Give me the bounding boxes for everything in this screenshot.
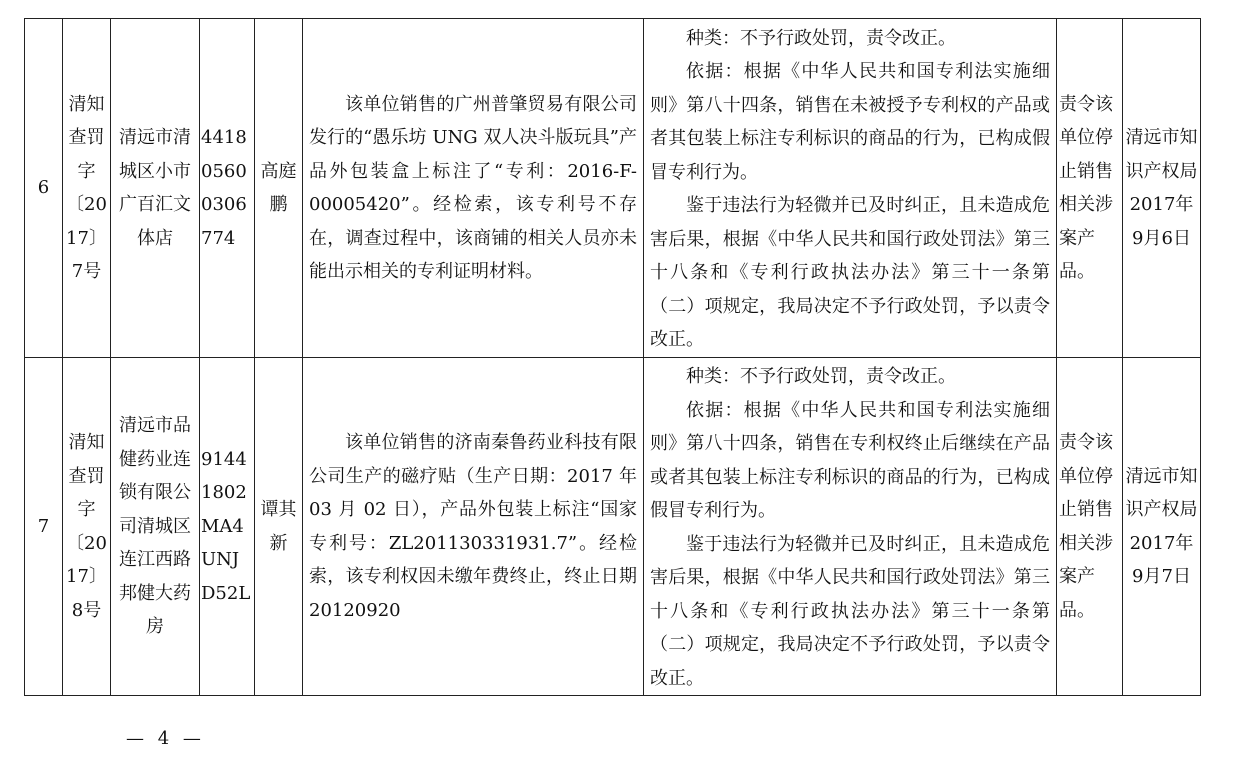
- penalty-decision: 鉴于违法行为轻微并已及时纠正，且未造成危害后果，根据《中华人民共和国行政处罚法》第三十八条和《专利行政执法办法》第三十一条第（二）项规定，我局决定不予行政处罚，予以责令改正。: [650, 195, 1050, 350]
- table-row: [25, 358, 1201, 696]
- measure-cell: 责令该单位停止销售相关涉案产品。: [1057, 358, 1123, 696]
- legal-rep-cell: 高庭鹏: [255, 19, 303, 358]
- legal-rep-cell: 谭其新: [255, 358, 303, 696]
- penalty-law: 依据：根据《中华人民共和国专利法实施细则》第八十四条，销售在专利权终止后继续在产品或者其包装上标注专利标识的商品的行为，已构成假冒专利行为。: [650, 399, 1050, 521]
- penalty-type: 种类：不予行政处罚，责令改正。: [686, 366, 956, 387]
- credit-code-cell: 91441802MA4UNJD52L: [200, 358, 255, 696]
- measure-cell: 责令该单位停止销售相关涉案产品。: [1057, 19, 1123, 358]
- basis-cell: [644, 358, 1057, 696]
- basis-cell: [644, 19, 1057, 358]
- credit-code-cell: 441805600306774: [200, 19, 255, 358]
- doc-no-cell: 清知查罚字〔2017〕7号: [63, 19, 111, 358]
- party-cell: 清远市品健药业连锁有限公司清城区连江西路邦健大药房: [111, 358, 200, 696]
- page-number: — 4 —: [126, 728, 205, 749]
- penalty-type: 种类：不予行政处罚，责令改正。: [686, 27, 956, 49]
- seq-cell: 7: [25, 358, 63, 696]
- facts-cell: 该单位销售的广州普肇贸易有限公司发行的“愚乐坊 UNG 双人决斗版玩具”产品外包装盒上标注了“专利：2016-F-00005420”。经检索，该专利号不存在，调查过程中，该商铺的相关人员亦未能出示相关的专利证明材料。: [303, 19, 644, 358]
- party-cell: 清远市清城区小市广百汇文体店: [111, 19, 200, 358]
- facts-cell: 该单位销售的济南秦鲁药业科技有限公司生产的磁疗贴（生产日期：2017 年 03 月 02 日），产品外包装上标注“国家专利号：ZL201130331931.7”。经检索，该专利权因未缴年费终止，终止日期 20120920: [303, 358, 644, 696]
- table-row: [25, 19, 1201, 358]
- authority-date-cell: 清远市知识产权局2017年9月7日: [1123, 358, 1201, 696]
- authority-date-cell: 清远市知识产权局2017年9月6日: [1123, 19, 1201, 358]
- seq-cell: 6: [25, 19, 63, 358]
- penalty-table: [24, 18, 1201, 696]
- penalty-decision: 鉴于违法行为轻微并已及时纠正，且未造成危害后果，根据《中华人民共和国行政处罚法》第三十八条和《专利行政执法办法》第三十一条第（二）项规定，我局决定不予行政处罚，予以责令改正。: [650, 533, 1050, 689]
- penalty-law: 依据：根据《中华人民共和国专利法实施细则》第八十四条，销售在未被授予专利权的产品或者其包装上标注专利标识的商品的行为，已构成假冒专利行为。: [650, 61, 1050, 183]
- doc-no-cell: 清知查罚字〔2017〕8号: [63, 358, 111, 696]
